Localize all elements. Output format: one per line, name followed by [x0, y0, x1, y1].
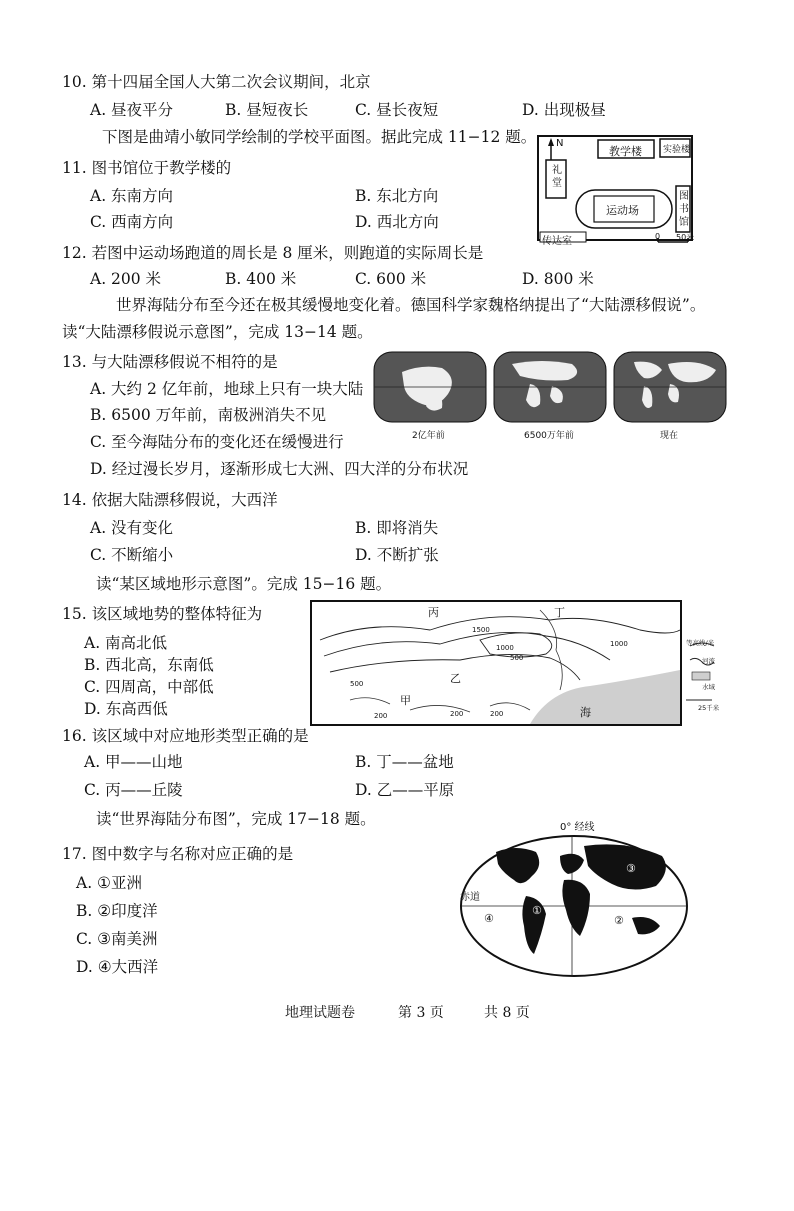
gate-room-label: 传达室 — [542, 236, 572, 247]
terrain-label-jia: 甲 — [400, 694, 411, 707]
q10-option-a[interactable]: A. 昼夜平分 — [90, 101, 174, 119]
intro-11-12: 下图是曲靖小敏同学绘制的学校平面图。据此完成 11−12 题。 — [102, 128, 537, 146]
q14-option-b[interactable]: B. 即将消失 — [355, 519, 439, 537]
footer-subject: 地理试题卷 — [285, 1005, 355, 1021]
q15-option-c[interactable]: C. 四周高，中部低 — [84, 678, 214, 696]
q16-option-d[interactable]: D. 乙——平原 — [355, 781, 455, 799]
footer-page: 第 3 页 — [398, 1005, 444, 1021]
q15-stem: 15. 该区域地势的整体特征为 — [62, 605, 263, 623]
q16-option-c[interactable]: C. 丙——丘陵 — [84, 781, 183, 799]
q10-option-d[interactable]: D. 出现极昼 — [522, 101, 606, 119]
q15-option-a[interactable]: A. 南高北低 — [84, 634, 168, 652]
q14-option-d[interactable]: D. 不断扩张 — [355, 546, 439, 564]
terrain-label-yi: 乙 — [450, 672, 461, 685]
library-label: 图 书 馆 — [679, 191, 689, 228]
drift-map-3 — [614, 352, 726, 422]
q10-option-b[interactable]: B. 昼短夜长 — [225, 101, 309, 119]
q11-option-c[interactable]: C. 西南方向 — [90, 213, 174, 231]
equator-label: 赤道 — [460, 892, 480, 903]
contour-500-b: 500 — [350, 680, 364, 688]
auditorium-label: 礼 堂 — [552, 165, 562, 189]
world-map-svg — [456, 816, 696, 982]
q12-stem: 12. 若图中运动场跑道的周长是 8 厘米，则跑道的实际周长是 — [62, 244, 484, 262]
legend-scale: 25千米 — [698, 704, 720, 712]
q12-option-a[interactable]: A. 200 米 — [90, 270, 162, 288]
drift-label-3: 现在 — [660, 431, 679, 441]
contour-500-a: 500 — [510, 654, 524, 662]
terrain-label-bing: 丙 — [428, 606, 439, 619]
terrain-label-ding: 丁 — [554, 606, 565, 619]
drift-label-2: 6500万年前 — [524, 431, 574, 441]
contour-1000-a: 1000 — [496, 644, 514, 652]
contour-200-c: 200 — [490, 710, 504, 718]
mark-3: ③ — [626, 862, 636, 875]
footer-total: 共 8 页 — [484, 1005, 530, 1021]
intro-15-16: 读“某区域地形示意图”。完成 15−16 题。 — [96, 575, 392, 593]
q17-option-b[interactable]: B. ②印度洋 — [76, 902, 158, 920]
lab-building-label: 实验楼 — [663, 145, 691, 155]
contour-1000-b: 1000 — [610, 640, 628, 648]
q11-option-b[interactable]: B. 东北方向 — [355, 187, 439, 205]
q12-option-d[interactable]: D. 800 米 — [522, 270, 594, 288]
contour-1500: 1500 — [472, 626, 490, 634]
legend-contour: 等高线/米 — [686, 639, 715, 647]
mark-4: ④ — [484, 912, 494, 925]
q12-option-c[interactable]: C. 600 米 — [355, 270, 427, 288]
q17-stem: 17. 图中数字与名称对应正确的是 — [62, 845, 294, 863]
mark-1: ① — [532, 904, 542, 917]
north-label: N — [556, 138, 564, 149]
drift-map-2 — [494, 352, 606, 422]
q13-option-d[interactable]: D. 经过漫长岁月，逐渐形成七大洲、四大洋的分布状况 — [90, 460, 469, 478]
q16-stem: 16. 该区域中对应地形类型正确的是 — [62, 727, 309, 745]
teaching-building-label: 教学楼 — [609, 145, 642, 158]
q13-stem: 13. 与大陆漂移假说不相符的是 — [62, 353, 278, 371]
legend-river: 河流 — [702, 657, 715, 665]
q13-option-b[interactable]: B. 6500 万年前，南极洲消失不见 — [90, 406, 327, 424]
q14-option-c[interactable]: C. 不断缩小 — [90, 546, 174, 564]
q16-option-b[interactable]: B. 丁——盆地 — [355, 753, 454, 771]
mark-2: ② — [614, 914, 624, 927]
terrain-map-svg — [310, 600, 730, 728]
q17-option-a[interactable]: A. ①亚洲 — [76, 874, 142, 892]
school-map — [536, 134, 694, 254]
contour-200-a: 200 — [374, 712, 388, 720]
q13-option-a[interactable]: A. 大约 2 亿年前，地球上只有一块大陆 — [90, 380, 364, 398]
drift-maps — [372, 350, 732, 442]
q11-stem: 11. 图书馆位于教学楼的 — [62, 159, 232, 177]
q11-option-d[interactable]: D. 西北方向 — [355, 213, 439, 231]
q14-option-a[interactable]: A. 没有变化 — [90, 519, 174, 537]
scale-zero-label: 0 — [655, 232, 661, 241]
sports-field-label: 运动场 — [606, 204, 639, 217]
terrain-map — [310, 600, 730, 728]
legend-water: 水域 — [702, 683, 715, 691]
q12-option-b[interactable]: B. 400 米 — [225, 270, 297, 288]
q14-stem: 14. 依据大陆漂移假说，大西洋 — [62, 491, 278, 509]
q10-option-c[interactable]: C. 昼长夜短 — [355, 101, 439, 119]
q10-stem: 10. 第十四届全国人大第二次会议期间，北京 — [62, 73, 371, 91]
q17-option-d[interactable]: D. ④大西洋 — [76, 958, 159, 976]
q11-option-a[interactable]: A. 东南方向 — [90, 187, 174, 205]
q15-option-b[interactable]: B. 西北高，东南低 — [84, 656, 214, 674]
scale-end-label: 50米 — [676, 233, 695, 242]
q17-option-c[interactable]: C. ③南美洲 — [76, 930, 158, 948]
world-map — [456, 816, 696, 982]
drift-label-1: 2亿年前 — [412, 431, 445, 441]
intro-17-18: 读“世界海陆分布图”，完成 17−18 题。 — [96, 810, 376, 828]
intro-13-14-line1: 世界海陆分布至今还在极其缓慢地变化着。德国科学家魏格纳提出了“大陆漂移假说”。 — [116, 296, 706, 314]
contour-200-b: 200 — [450, 710, 464, 718]
q15-option-d[interactable]: D. 东高西低 — [84, 700, 168, 718]
meridian-label: 0° 经线 — [560, 822, 595, 833]
intro-13-14-line2: 读“大陆漂移假说示意图”，完成 13−14 题。 — [62, 323, 373, 341]
q16-option-a[interactable]: A. 甲——山地 — [84, 753, 183, 771]
q13-option-c[interactable]: C. 至今海陆分布的变化还在缓慢进行 — [90, 433, 344, 451]
terrain-label-hai: 海 — [580, 706, 591, 719]
drift-map-1 — [374, 352, 486, 422]
